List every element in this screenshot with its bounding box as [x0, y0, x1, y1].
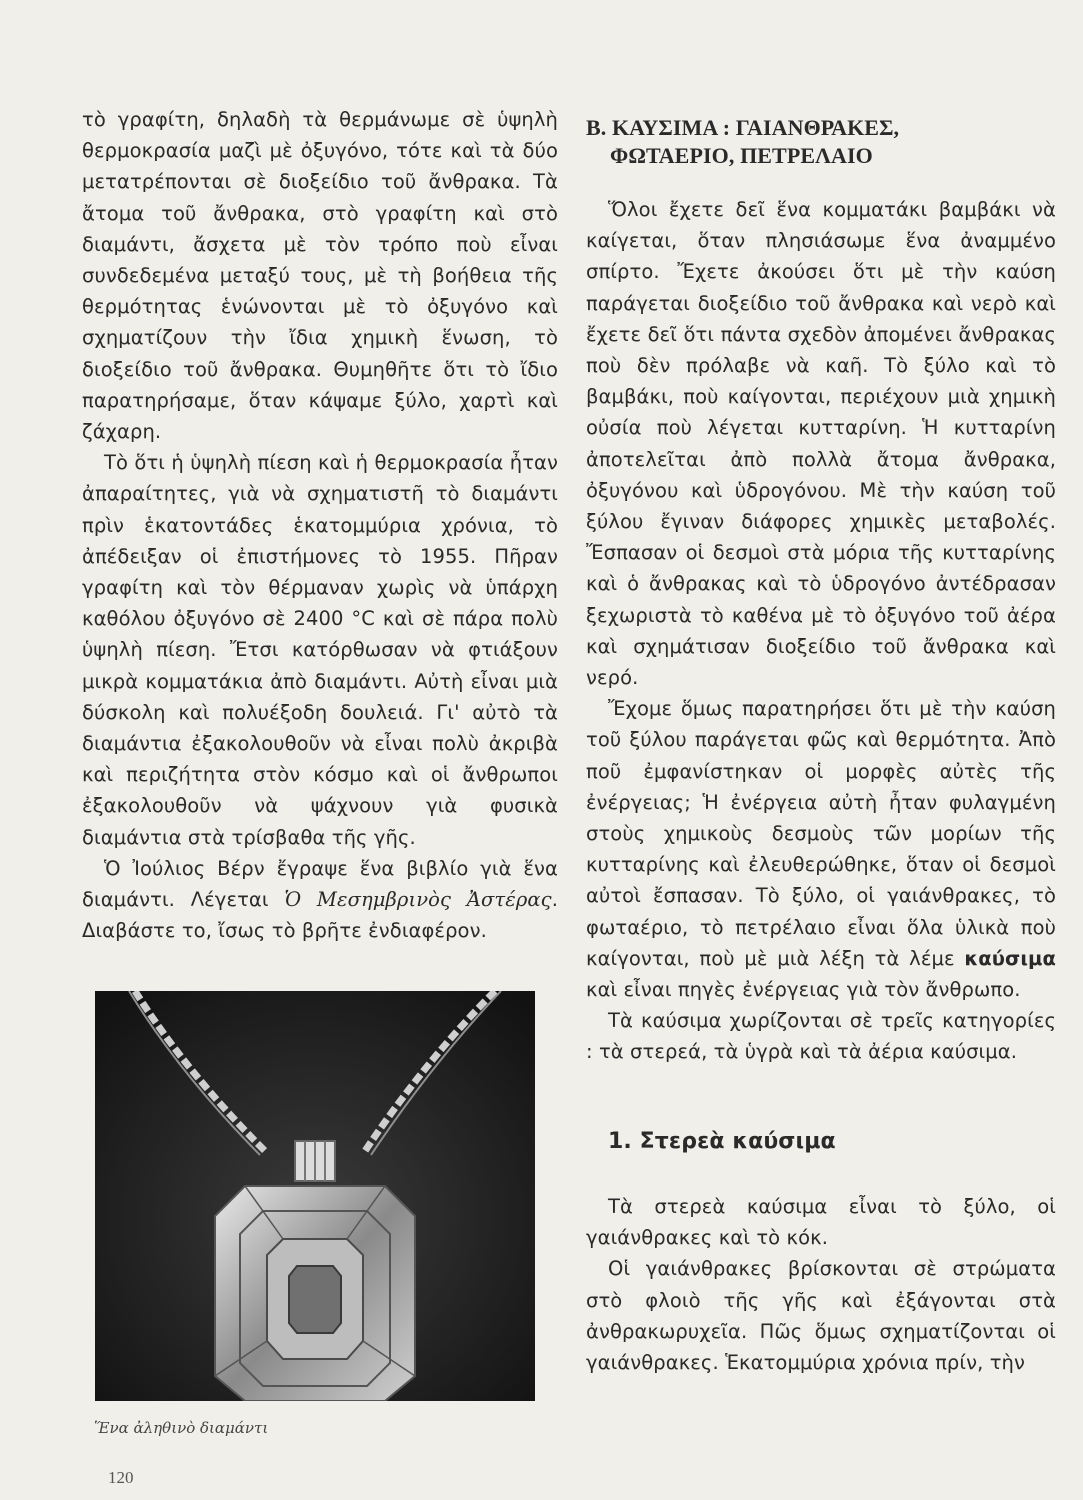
- paragraph: [586, 693, 1056, 1005]
- paragraph: Τὰ καύσιμα χωρίζονται σὲ τρεῖς κατηγορίες : τὰ στερεά, τὰ ὑγρὰ καὶ τὰ ἀέρια καύσιμα.: [586, 1009, 1056, 1064]
- text: . Διαβάστε το, ἴσως τὸ βρῆτε ἐνδιαφέρον.: [82, 888, 558, 943]
- paragraph: Οἱ γαιάνθρακες βρίσκονται σὲ στρώματα στὸ φλοιὸ τῆς γῆς καὶ ἐξάγονται στὰ ἀνθρακωρυχεῖα. Πῶς ὅμως σχηματίζονται οἱ γαιάνθρακες. Ἑκατομμύρια χρόνια πρίν, τὴν: [586, 1257, 1056, 1374]
- paragraph: [82, 853, 558, 947]
- page-number: 120: [108, 1468, 134, 1487]
- diamond-necklace-image: [95, 991, 535, 1401]
- section-title: [586, 114, 1056, 170]
- text: Ὁ Ἰούλιος Βέρν ἔγραψε ἕνα βιβλίο γιὰ ἕνα διαμάντι. Λέγεται: [82, 856, 558, 912]
- figure-caption: Ἕνα ἀληθινὸ διαμάντι: [94, 1419, 269, 1437]
- bold-term: καύσιμα: [964, 946, 1056, 970]
- left-column: [82, 104, 558, 946]
- paragraph: Τὰ στερεὰ καύσιμα εἶναι τὸ ξύλο, οἱ γαιάνθρακες καὶ τὸ κόκ.: [586, 1194, 1056, 1250]
- section-title-line-2: ΦΩΤΑΕΡΙΟ, ΠΕΤΡΕΛΑΙΟ: [610, 143, 873, 168]
- section-title-line-1: Β. ΚΑΥΣΙΜΑ : ΓΑΙΑΝΘΡΑΚΕΣ,: [586, 115, 900, 140]
- paragraph: τὸ γραφίτη, δηλαδὴ τὰ θερμάνωμε σὲ ὑψηλὴ θερμοκρασία μαζὶ μὲ ὀξυγόνο, τότε καὶ τὰ δύο μετατρέπονται σὲ διοξείδιο τοῦ ἄνθρακα. Τὰ ἄτομα τοῦ ἄνθρακα, στὸ γραφίτη καὶ στὸ διαμάντι, ἄσχετα μὲ τὸν τρόπο ποὺ εἶναι συνδεδεμένα μεταξύ τους, μὲ τὴ βοήθεια τῆς θερμότητας ἑνώνονται μὲ τὸ ὀξυγόνο καὶ σχηματίζουν τὴν ἴδια χημικὴ ἕνωση, τὸ διοξείδιο τοῦ ἄνθρακα. Θυμηθῆτε ὅτι τὸ ἴδιο παρατηρήσαμε, ὅταν κάψαμε ξύλο, χαρτὶ καὶ ζάχαρη.: [82, 108, 558, 444]
- subsection-title: 1. Στερεὰ καύσιμα: [608, 1128, 836, 1154]
- paragraph: Τὸ ὅτι ἡ ὑψηλὴ πίεση καὶ ἡ θερμοκρασία ἦταν ἀπαραίτητες, γιὰ νὰ σχηματιστῆ τὸ διαμάντι πρὶν ἑκατοντάδες ἑκατομμύρια χρόνια, τὸ ἀπέδειξαν οἱ ἐπιστήμονες τὸ 1955. Πῆραν γραφίτη καὶ τὸν θέρμαναν χωρὶς νὰ ὑπάρχη καθόλου ὀξυγόνο σὲ 2400 °C καὶ σὲ πάρα πολὺ ὑψηλὴ πίεση. Ἔτσι κατόρθωσαν νὰ φτιάξουν μικρὰ κομματάκια ἀπὸ διαμάντι. Αὐτὴ εἶναι μιὰ δύσκολη καὶ πολυέξοδη δουλειά. Γι' αὐτὸ τὰ διαμάντια ἐξακολουθοῦν νὰ εἶναι πολὺ ἀκριβὰ καὶ περιζήτητα στὸν κόσμο καὶ οἱ ἄνθρωποι ἐξακολουθοῦν νὰ ψάχνουν γιὰ φυσικὰ διαμάντια στὰ τρίσβαθα τῆς γῆς.: [82, 451, 558, 849]
- text: καὶ εἶναι πηγὲς ἐνέργειας γιὰ τὸν ἄνθρωπο.: [586, 978, 1021, 1002]
- diamond-photo: [95, 991, 535, 1401]
- text: Ἔχομε ὅμως παρατηρήσει ὅτι μὲ τὴν καύση τοῦ ξύλου παράγεται φῶς καὶ θερμότητα. Ἀπὸ ποῦ ἐμφανίστηκαν οἱ μορφὲς αὐτὲς τῆς ἐνέργειας; Ἡ ἐνέργεια αὐτὴ ἦταν φυλαγμένη στοὺς χημικοὺς δεσμοὺς τῶν μορίων τῆς κυτταρίνης καὶ ἐλευθερώθηκε, ὅταν οἱ δεσμοὶ αὐτοὶ ἔσπασαν. Τὸ ξύλο, οἱ γαιάνθρακες, τὸ φωταέριο, τὸ πετρέλαιο εἶναι ὅλα ὑλικὰ ποὺ καίγονται, ποὺ μὲ μιὰ λέξη τὰ λέμε: [586, 697, 1056, 970]
- paragraph: Ὅλοι ἔχετε δεῖ ἕνα κομματάκι βαμβάκι νὰ καίγεται, ὅταν πλησιάσωμε ἕνα ἀναμμένο σπίρτο. Ἔχετε ἀκούσει ὅτι μὲ τὴν καύση παράγεται διοξείδιο τοῦ ἄνθρακα καὶ νερὸ καὶ ἔχετε δεῖ ὅτι πάντα σχεδὸν ἀπομένει ἄνθρακας ποὺ δὲν πρόλαβε νὰ καῆ. Τὸ ξύλο καὶ τὸ βαμβάκι, ποὺ καίγονται, περιέχουν μιὰ χημικὴ οὐσία ποὺ λέγεται κυτταρίνη. Ἡ κυτταρίνη ἀποτελεῖται ἀπὸ πολλὰ ἄτομα ἄνθρακα, ὀξυγόνου καὶ ὑδρογόνου. Μὲ τὴν καύση τοῦ ξύλου ἔγιναν διάφορες χημικὲς μεταβολές. Ἔσπασαν οἱ δεσμοὶ στὰ μόρια τῆς κυτταρίνης καὶ ὁ ἄνθρακας καὶ τὸ ὑδρογόνο ἀντέδρασαν ξεχωριστὰ τὸ καθένα μὲ τὸ ὀξυγόνο τοῦ ἀέρα καὶ σχημάτισαν διοξείδιο τοῦ ἄνθρακα καὶ νερό.: [586, 198, 1056, 690]
- right-column: [586, 104, 1056, 1378]
- book-title: Ὁ Μεσημβρινὸς Ἀστέρας: [284, 888, 552, 912]
